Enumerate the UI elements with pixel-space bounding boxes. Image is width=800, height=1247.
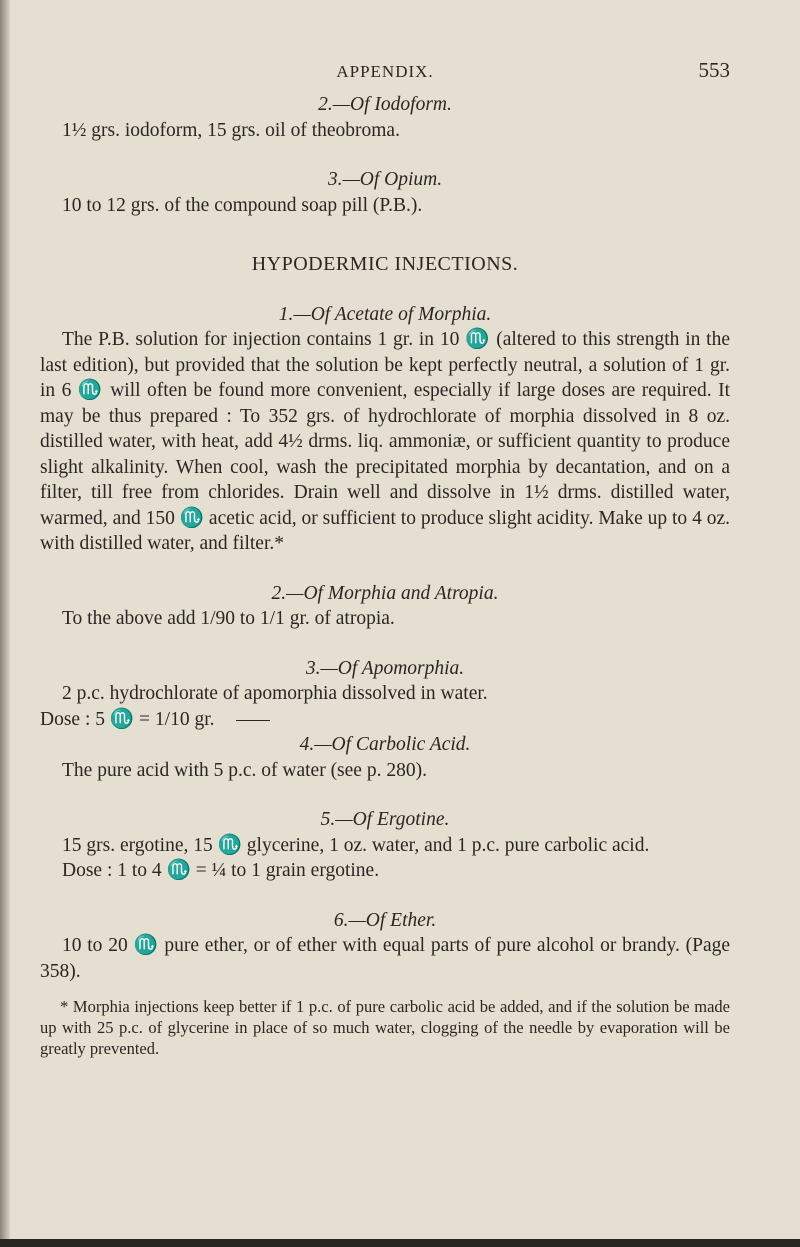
apomorphia-heading: 3.—Of Apomorphia. — [305, 657, 465, 679]
morphia-acetate-text: The P.B. solution for injection contains 1 gr. in 10 ♏ (altered to this strength in the last edition), but provided that the solution be kept perfectly neutral, a solution of 1 gr. in 6 ♏ will often be found more convenient, especially if large doses are required. It may be thus prepared : To 352 grs. of hydrochlorate of morphia dissolved in 8 oz. distilled water, with heat, add 4½ drms. liq. ammoniæ, or sufficient quantity to produce slight alkalinity. When cool, wash the precipitated morphia by decantation, and on a filter, till free from chlorides. Drain well and dissolve in 1½ drms. distilled water, warmed, and 150 ♏ acetic acid, or sufficient to produce slight acidity. Make up to 4 oz. with distilled water, and filter.* — [40, 329, 730, 554]
running-head-title: APPENDIX. — [336, 62, 434, 81]
iodoform-text: 1½ grs. iodoform, 15 grs. oil of theobroma. — [62, 119, 400, 141]
apomorphia-text: 2 p.c. hydrochlorate of apomorphia dissolved in water. — [62, 683, 488, 704]
scan-edge-bottom — [0, 1239, 800, 1247]
running-head — [40, 58, 730, 88]
morphia-atropia-heading: 2.—Of Morphia and Atropia. — [271, 582, 499, 604]
carbolic-heading: 4.—Of Carbolic Acid. — [299, 734, 471, 755]
scan-edge-left — [0, 0, 10, 1247]
carbolic-text: The pure acid with 5 p.c. of water (see p. 280). — [62, 759, 427, 781]
morphia-atropia-text: To the above add 1/90 to 1/1 gr. of atropia. — [62, 608, 395, 629]
page-content — [40, 92, 730, 1059]
ether-heading: 6.—Of Ether. — [333, 909, 437, 931]
separator-rule — [236, 720, 270, 721]
iodoform-heading: 2.—Of Iodoform. — [318, 94, 452, 115]
ergotine-dose: Dose : 1 to 4 ♏ = ¼ to 1 grain ergotine. — [62, 860, 380, 881]
page-number: 553 — [698, 58, 730, 82]
footnote: * Morphia injections keep better if 1 p.c. of pure carbolic acid be added, and if the solution be made up with 25 p.c. of glycerine in place of so much water, clogging of the needle by evaporation will be greatly prevented. — [40, 997, 730, 1058]
opium-heading: 3.—Of Opium. — [327, 169, 443, 190]
apomorphia-dose: Dose : 5 ♏ = 1/10 gr. — [40, 708, 215, 730]
opium-text: 10 to 12 grs. of the compound soap pill (P.B.). — [62, 194, 423, 216]
ergotine-heading: 5.—Of Ergotine. — [320, 809, 450, 830]
ergotine-text: 15 grs. ergotine, 15 ♏ glycerine, 1 oz. water, and 1 p.c. pure carbolic acid. — [62, 834, 650, 856]
section-title: HYPODERMIC INJECTIONS. — [251, 253, 519, 275]
morphia-acetate-heading: 1.—Of Acetate of Morphia. — [278, 303, 492, 325]
apomorphia-dose-line — [40, 707, 730, 733]
ether-text: 10 to 20 ♏ pure ether, or of ether with equal parts of pure alcohol or brandy. (Page 358). — [40, 935, 730, 982]
